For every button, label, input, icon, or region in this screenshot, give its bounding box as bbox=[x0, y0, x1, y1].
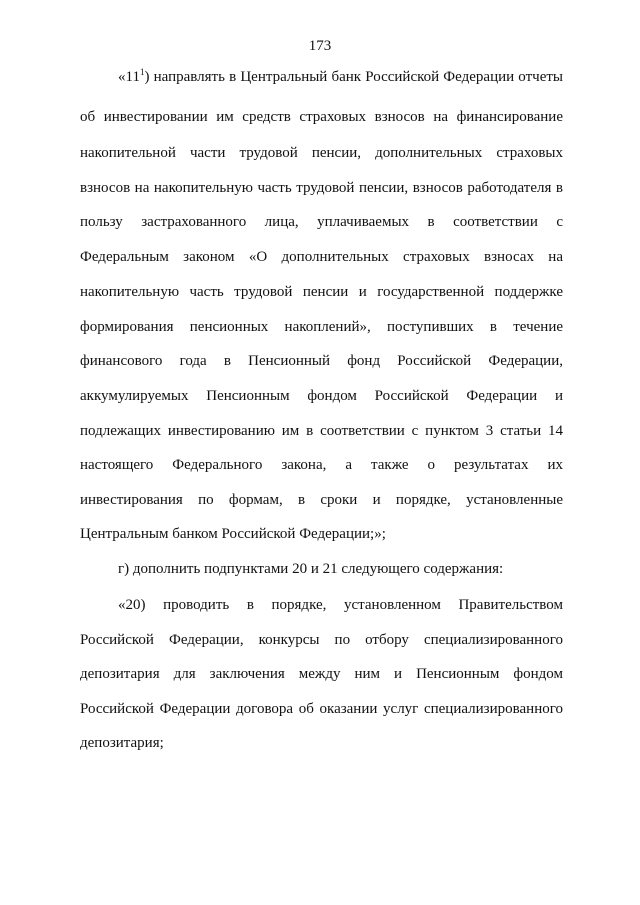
text-line: взносов на накопительную часть трудовой пенсии, взносов работодателя в bbox=[80, 180, 563, 196]
text-line: настоящего Федерального закона, а также о результатах их bbox=[80, 457, 563, 473]
text-line: об инвестировании им средств страховых взносов на финансирование bbox=[80, 109, 563, 125]
text-line: Центральным банком Российской Федерации;»; bbox=[80, 526, 386, 542]
text-line: пользу застрахованного лица, уплачиваемых в соответствии с bbox=[80, 214, 563, 230]
text-line: подлежащих инвестированию им в соответствии с пунктом 3 статьи 14 bbox=[80, 423, 563, 439]
text-line: накопительной части трудовой пенсии, дополнительных страховых bbox=[80, 145, 563, 161]
page-number: 173 bbox=[308, 38, 332, 54]
text-line: депозитария для заключения между ним и Пенсионным фондом bbox=[80, 666, 563, 682]
superscript: 1 bbox=[139, 67, 145, 77]
text-line bbox=[118, 67, 563, 87]
text-line: Российской Федерации, конкурсы по отбору специализированного bbox=[80, 632, 563, 648]
text-line: г) дополнить подпунктами 20 и 21 следующего содержания: bbox=[118, 561, 504, 577]
text-line: Федеральным законом «О дополнительных страховых взносах на bbox=[80, 249, 563, 265]
text-line: депозитария; bbox=[80, 735, 164, 751]
text-line: инвестирования по формам, в сроки и порядке, установленные bbox=[80, 492, 563, 508]
text-line-rest: ) направлять в Центральный банк Российской Федерации отчеты bbox=[144, 69, 563, 85]
text-line: «20) проводить в порядке, установленном Правительством bbox=[118, 597, 563, 613]
text-line: накопительную часть трудовой пенсии и государственной поддержке bbox=[80, 284, 563, 300]
text-line-prefix: «11 bbox=[118, 69, 140, 85]
text-line: аккумулируемых Пенсионным фондом Российской Федерации и bbox=[80, 388, 563, 404]
text-line: Российской Федерации договора об оказании услуг специализированного bbox=[80, 701, 563, 717]
text-line: финансового года в Пенсионный фонд Российской Федерации, bbox=[80, 353, 563, 369]
text-line: формирования пенсионных накоплений», поступивших в течение bbox=[80, 319, 563, 335]
